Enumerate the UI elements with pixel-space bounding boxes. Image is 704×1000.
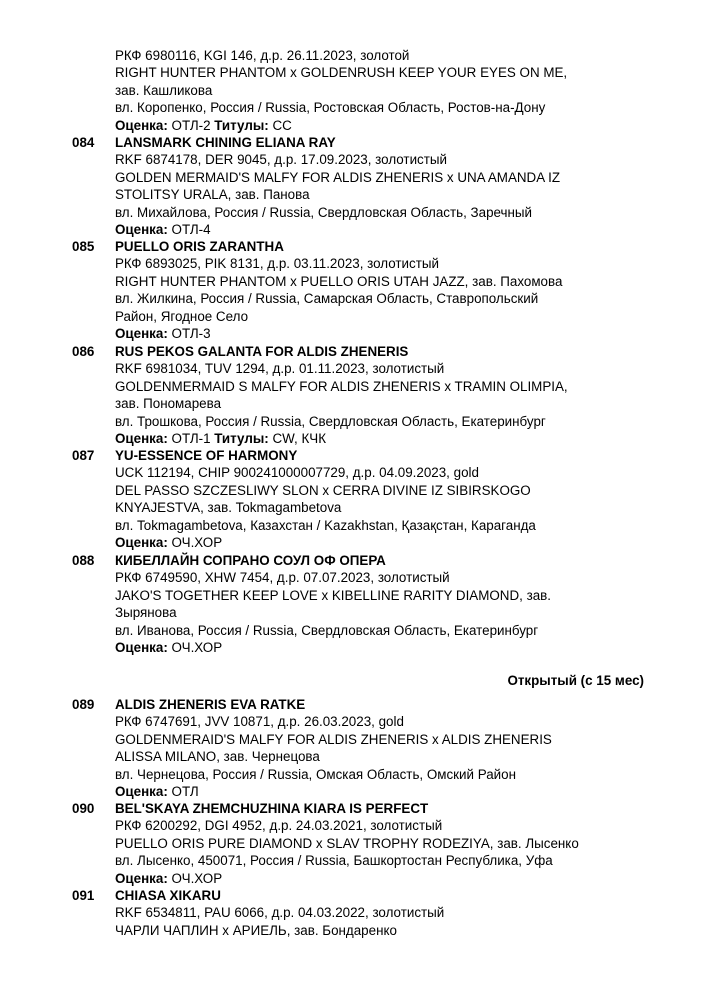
entry-owner: вл. Tokmagambetova, Казахстан / Kazakhstan, Қазақстан, Караганда [115, 517, 536, 533]
entry-parents: DEL PASSO SZCZESLIWY SLON x CERRA DIVINE IZ SIBIRSKOGO [115, 482, 531, 498]
class-section-heading: Открытый (с 15 мес) [507, 673, 644, 688]
grade-value: ОТЛ-2 [171, 117, 211, 133]
titles-value: CC [272, 117, 292, 133]
entry-number: 087 [72, 448, 95, 463]
entry-parents-cont: Зырянова [115, 605, 177, 621]
entry-parents: JAKO'S TOGETHER KEEP LOVE x KIBELLINE RARITY DIAMOND, зав. [115, 587, 552, 603]
dog-name: LANSMARK CHINING ELIANA RAY [115, 135, 336, 150]
grade-value: ОТЛ-4 [171, 222, 211, 238]
entry-number: 084 [72, 135, 95, 150]
grade-value: ОТЛ-1 [171, 431, 211, 447]
entry-registration: РКФ 6747691, JVV 10871, д.р. 26.03.2023, gold [115, 714, 404, 730]
grade-label: Оценка: [115, 870, 168, 886]
grade-value: ОЧ.ХОР [171, 870, 223, 886]
entry-registration: РКФ 6893025, PIK 8131, д.р. 03.11.2023, золотистый [115, 256, 439, 272]
entry-parents: RIGHT HUNTER PHANTOM x PUELLO ORIS UTAH JAZZ, зав. Пахомова [115, 273, 563, 289]
entry-body [115, 47, 655, 134]
entry-parents-cont: KNYAJESTVA, зав. Tokmagambetova [115, 500, 342, 516]
dog-name: PUELLO ORIS ZARANTHA [115, 239, 284, 254]
grade-label: Оценка: [115, 431, 168, 447]
entry-parents-cont: ALISSA MILANO, зав. Чернецова [115, 749, 320, 765]
entry-registration: RKF 6874178, DER 9045, д.р. 17.09.2023, золотистый [115, 152, 447, 168]
entry-number: 085 [72, 239, 95, 254]
entry-parents: RIGHT HUNTER PHANTOM x GOLDENRUSH KEEP YOUR EYES ON ME, [115, 65, 568, 81]
entry-number: 091 [72, 888, 95, 903]
entry-body [115, 552, 655, 656]
grade-value: ОТЛ [171, 784, 199, 800]
grade-label: Оценка: [115, 222, 168, 238]
entry-grade-line [115, 430, 655, 447]
entry-number: 089 [72, 697, 95, 712]
entry-owner: вл. Лысенко, 450071, Россия / Russia, Башкортостан Республика, Уфа [115, 853, 553, 869]
entry-grade-line [115, 325, 655, 342]
titles-value: CW, КЧК [272, 431, 327, 447]
entry-owner: вл. Иванова, Россия / Russia, Свердловская Область, Екатеринбург [115, 622, 539, 638]
entry-registration: РКФ 6200292, DGI 4952, д.р. 24.03.2021, золотистый [115, 818, 443, 834]
entry-registration: РКФ 6749590, XHW 7454, д.р. 07.07.2023, золотистый [115, 570, 450, 586]
grade-label: Оценка: [115, 326, 168, 342]
grade-value: ОЧ.ХОР [171, 640, 223, 656]
grade-label: Оценка: [115, 117, 168, 133]
entry-grade-line [115, 870, 655, 887]
entry-parents: GOLDENMERAID'S MALFY FOR ALDIS ZHENERIS x ALDIS ZHENERIS [115, 731, 552, 747]
entry-owner: вл. Михайлова, Россия / Russia, Свердловская Область, Заречный [115, 204, 532, 220]
entry-grade-line [115, 534, 655, 551]
entry-owner: вл. Трошкова, Россия / Russia, Свердловская Область, Екатеринбург [115, 413, 546, 429]
grade-label: Оценка: [115, 535, 168, 551]
entry-owner: вл. Чернецова, Россия / Russia, Омская Область, Омский Район [115, 766, 516, 782]
grade-value: ОТЛ-3 [171, 326, 211, 342]
entry-registration: RKF 6981034, TUV 1294, д.р. 01.11.2023, золотистый [115, 361, 445, 377]
entry-parents-cont: зав. Кашликова [115, 82, 213, 98]
dog-name: RUS PEKOS GALANTA FOR ALDIS ZHENERIS [115, 344, 409, 359]
entry-grade-line [115, 783, 655, 800]
grade-value: ОЧ.ХОР [171, 535, 223, 551]
entry-body [115, 447, 655, 551]
entry-parents-cont: зав. Пономарева [115, 396, 222, 412]
entry-registration: UCK 112194, CHIP 900241000007729, д.р. 04.09.2023, gold [115, 465, 479, 481]
dog-name: BEL'SKAYA ZHEMCHUZHINA KIARA IS PERFECT [115, 801, 429, 816]
entry-number: 090 [72, 801, 95, 816]
entry-body [115, 887, 655, 939]
entry-parents: GOLDEN MERMAID'S MALFY FOR ALDIS ZHENERIS x UNA AMANDA IZ [115, 169, 561, 185]
dog-name: ALDIS ZHENERIS EVA RATKE [115, 697, 306, 712]
entry-owner: вл. Коропенко, Россия / Russia, Ростовская Область, Ростов-на-Дону [115, 100, 546, 116]
entry-number: 086 [72, 344, 95, 359]
dog-name: YU-ESSENCE OF HARMONY [115, 448, 298, 463]
entry-grade-line [115, 221, 655, 238]
titles-label: Титулы: [214, 117, 269, 133]
entry-body [115, 800, 655, 887]
entry-number: 088 [72, 553, 95, 568]
entry-parents-cont: STOLITSY URALA, зав. Панова [115, 187, 310, 203]
entry-parents: PUELLO ORIS PURE DIAMOND x SLAV TROPHY RODEZIYA, зав. Лысенко [115, 835, 579, 851]
entry-grade-line [115, 639, 655, 656]
entry-body [115, 238, 655, 342]
entry-body [115, 696, 655, 800]
entry-parents: GOLDENMERMAID S MALFY FOR ALDIS ZHENERIS x TRAMIN OLIMPIA, [115, 378, 568, 394]
entry-body [115, 343, 655, 447]
entry-grade-line [115, 117, 655, 134]
dog-name: КИБЕЛЛАЙН СОПРАНО СОУЛ ОФ ОПЕРА [115, 553, 386, 568]
entry-registration: РКФ 6980116, KGI 146, д.р. 26.11.2023, золотой [115, 48, 410, 63]
titles-label: Титулы: [214, 431, 269, 447]
entry-parents: ЧАРЛИ ЧАПЛИН x АРИЕЛЬ, зав. Бондаренко [115, 922, 397, 938]
dog-name: CHIASA XIKARU [115, 888, 221, 903]
entry-registration: RKF 6534811, PAU 6066, д.р. 04.03.2022, золотистый [115, 905, 445, 921]
grade-label: Оценка: [115, 640, 168, 656]
entry-owner-cont: Район, Ягодное Село [115, 308, 249, 324]
grade-label: Оценка: [115, 784, 168, 800]
entry-owner: вл. Жилкина, Россия / Russia, Самарская Область, Ставропольский [115, 291, 539, 307]
entry-body [115, 134, 655, 238]
